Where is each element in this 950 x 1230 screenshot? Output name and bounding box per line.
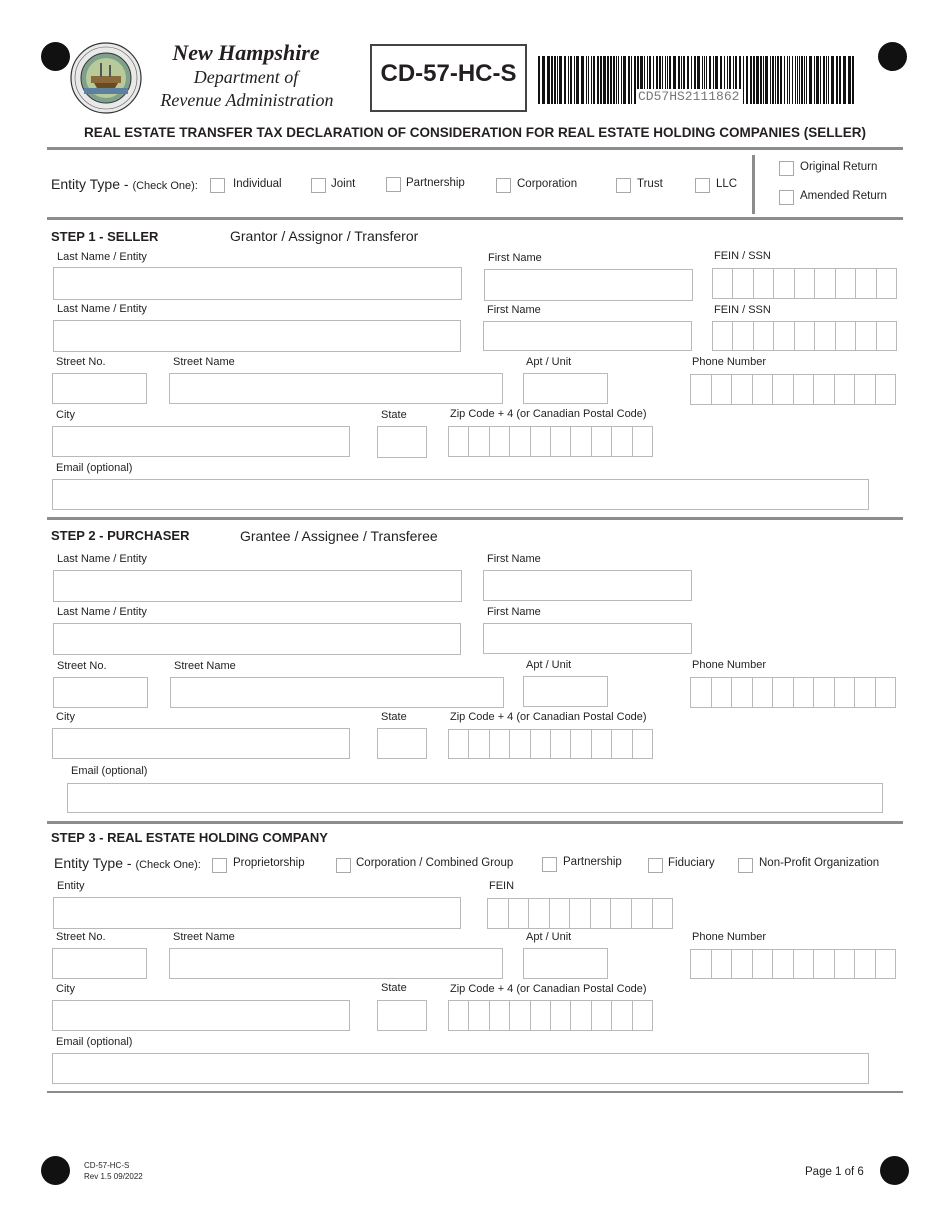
barcode-bar bbox=[823, 56, 825, 104]
step2-street-no-label: Street No. bbox=[57, 660, 107, 672]
registration-mark-top-right bbox=[878, 42, 907, 71]
step3-phone-input[interactable] bbox=[690, 949, 896, 979]
original-return-label: Original Return bbox=[800, 161, 878, 173]
step1-subtitle: Grantor / Assignor / Transferor bbox=[230, 228, 419, 244]
step2-last-name-1-input[interactable] bbox=[53, 570, 462, 602]
step3-corporation-checkbox[interactable] bbox=[336, 858, 351, 873]
step3-proprietorship-checkbox[interactable] bbox=[212, 858, 227, 873]
step1-email-label: Email (optional) bbox=[56, 462, 133, 474]
agency-state-name: New Hampshire bbox=[172, 40, 320, 65]
barcode-bar bbox=[780, 56, 782, 104]
barcode-bar bbox=[591, 56, 592, 104]
step3-street-no-label: Street No. bbox=[56, 931, 106, 943]
step1-last-name-label: Last Name / Entity bbox=[57, 251, 147, 263]
barcode-bar bbox=[607, 56, 609, 104]
barcode-text: CD57HS2111862 bbox=[638, 89, 740, 104]
step2-first-name-1-input[interactable] bbox=[483, 570, 692, 601]
barcode-bar bbox=[828, 56, 829, 104]
step2-email-label: Email (optional) bbox=[71, 765, 148, 777]
step3-partnership-checkbox[interactable] bbox=[542, 857, 557, 872]
barcode-bar bbox=[564, 56, 566, 104]
barcode-bar bbox=[784, 56, 785, 104]
entity-individual-checkbox[interactable] bbox=[210, 178, 225, 193]
barcode-bar bbox=[792, 56, 793, 104]
barcode-bar bbox=[839, 56, 841, 104]
step2-phone-label: Phone Number bbox=[692, 659, 766, 671]
step1-first-name-2-label: First Name bbox=[487, 304, 541, 316]
entity-llc-label: LLC bbox=[716, 178, 738, 190]
barcode-bar bbox=[743, 56, 744, 104]
barcode-bar bbox=[843, 56, 846, 104]
form-title: REAL ESTATE TRANSFER TAX DECLARATION OF CONSIDERATION FOR REAL ESTATE HOLDING COMPANIES (SELLER) bbox=[83, 125, 866, 140]
step2-phone-input[interactable] bbox=[690, 677, 896, 708]
step1-fein-ssn-2-label: FEIN / SSN bbox=[714, 304, 771, 316]
barcode-bar bbox=[542, 56, 545, 104]
step3-nonprofit-label: Non-Profit Organization bbox=[759, 857, 880, 869]
entity-individual-label: Individual bbox=[233, 178, 282, 190]
barcode-bar bbox=[765, 56, 768, 104]
step2-last-name-label: Last Name / Entity bbox=[57, 553, 147, 565]
step2-first-name-label: First Name bbox=[487, 553, 541, 565]
step3-street-name-label: Street Name bbox=[173, 931, 235, 943]
entity-joint-label: Joint bbox=[331, 178, 356, 190]
barcode-bar bbox=[795, 56, 796, 104]
barcode-bar bbox=[763, 56, 764, 104]
step3-city-input[interactable] bbox=[52, 1000, 350, 1031]
page-number: Page 1 of 6 bbox=[805, 1166, 864, 1178]
barcode-bar bbox=[826, 56, 827, 104]
barcode-bar bbox=[551, 56, 553, 104]
step1-phone-label: Phone Number bbox=[692, 356, 766, 368]
step1-apt-input[interactable] bbox=[523, 373, 608, 404]
step2-subtitle: Grantee / Assignee / Transferee bbox=[240, 528, 438, 544]
step1-last-name-2-input[interactable] bbox=[53, 320, 461, 352]
step2-title: STEP 2 - PURCHASER bbox=[51, 528, 190, 543]
step3-state-label: State bbox=[381, 982, 407, 994]
step3-entity-type-label bbox=[54, 855, 201, 871]
entity-trust-label: Trust bbox=[637, 178, 663, 190]
barcode-bar bbox=[787, 56, 788, 104]
barcode-bar bbox=[568, 56, 569, 104]
step1-email-input[interactable] bbox=[52, 479, 869, 510]
barcode-bar bbox=[570, 56, 572, 104]
barcode-bar bbox=[848, 56, 851, 104]
step3-fiduciary-label: Fiduciary bbox=[668, 857, 715, 869]
barcode-bar bbox=[613, 56, 615, 104]
step1-city-label: City bbox=[56, 409, 75, 421]
barcode-bar bbox=[621, 56, 622, 104]
step3-entity-label: Entity bbox=[57, 880, 85, 892]
step3-partnership-label: Partnership bbox=[563, 856, 622, 868]
barcode-bar bbox=[588, 56, 589, 104]
step1-state-input[interactable] bbox=[377, 426, 427, 458]
step2-last-name-2-label: Last Name / Entity bbox=[57, 606, 147, 618]
barcode-bar bbox=[789, 56, 790, 104]
step1-street-no-input[interactable] bbox=[52, 373, 147, 404]
step2-street-no-input[interactable] bbox=[53, 677, 148, 708]
step2-city-label: City bbox=[56, 711, 75, 723]
step3-state-input[interactable] bbox=[377, 1000, 427, 1031]
step1-rule bbox=[47, 217, 903, 220]
step3-email-input[interactable] bbox=[52, 1053, 869, 1084]
barcode-bar bbox=[820, 56, 821, 104]
entity-joint-checkbox[interactable] bbox=[311, 178, 326, 193]
barcode-bar bbox=[557, 56, 558, 104]
step1-last-name-2-label: Last Name / Entity bbox=[57, 303, 147, 315]
step3-rule bbox=[47, 821, 903, 824]
step2-zip-label: Zip Code + 4 (or Canadian Postal Code) bbox=[450, 711, 647, 723]
step3-city-label: City bbox=[56, 983, 75, 995]
form-id: CD-57-HC-S bbox=[380, 60, 517, 87]
footer-form-id: CD-57-HC-S bbox=[84, 1161, 130, 1170]
step3-proprietorship-label: Proprietorship bbox=[233, 857, 305, 869]
entity-type-label bbox=[51, 176, 198, 192]
step3-fein-label: FEIN bbox=[489, 880, 515, 892]
barcode-bar bbox=[816, 56, 819, 104]
step1-apt-label: Apt / Unit bbox=[526, 356, 572, 368]
barcode-bar bbox=[581, 56, 584, 104]
step2-apt-label: Apt / Unit bbox=[526, 659, 572, 671]
barcode-bar bbox=[809, 56, 812, 104]
registration-mark-bottom-left bbox=[41, 1156, 70, 1185]
step2-email-input[interactable] bbox=[67, 783, 883, 813]
barcode-bar bbox=[628, 56, 630, 104]
entity-trust-checkbox[interactable] bbox=[616, 178, 631, 193]
barcode-bar bbox=[806, 56, 807, 104]
barcode-bar bbox=[631, 56, 632, 104]
barcode-bar bbox=[586, 56, 587, 104]
entity-type-text: Entity Type - bbox=[51, 176, 129, 192]
barcode-bar bbox=[770, 56, 771, 104]
title-rule bbox=[47, 147, 903, 150]
step1-zip-label: Zip Code + 4 (or Canadian Postal Code) bbox=[450, 408, 647, 420]
step1-fein-ssn-label: FEIN / SSN bbox=[714, 250, 771, 262]
step3-entity-type-text: Entity Type - bbox=[54, 855, 132, 871]
entity-partnership-checkbox[interactable] bbox=[386, 177, 401, 192]
amended-return-checkbox[interactable] bbox=[779, 190, 794, 205]
step3-fiduciary-checkbox[interactable] bbox=[648, 858, 663, 873]
step1-title: STEP 1 - SELLER bbox=[51, 229, 159, 244]
barcode-bar bbox=[538, 56, 540, 104]
barcode-bar bbox=[750, 56, 752, 104]
step3-zip-label: Zip Code + 4 (or Canadian Postal Code) bbox=[450, 983, 647, 995]
step2-first-name-2-input[interactable] bbox=[483, 623, 692, 654]
barcode-bar bbox=[801, 56, 803, 104]
barcode-bar bbox=[831, 56, 834, 104]
step2-city-input[interactable] bbox=[52, 728, 350, 759]
step1-first-name-1-input[interactable] bbox=[484, 269, 693, 301]
barcode-bar bbox=[554, 56, 556, 104]
step1-zip-input[interactable] bbox=[448, 426, 653, 457]
step3-email-label: Email (optional) bbox=[56, 1036, 133, 1048]
barcode-bar bbox=[772, 56, 774, 104]
step2-last-name-2-input[interactable] bbox=[53, 623, 461, 655]
step1-fein-ssn-2-input[interactable] bbox=[712, 321, 897, 351]
step3-street-no-input[interactable] bbox=[52, 948, 147, 979]
entity-llc-checkbox[interactable] bbox=[695, 178, 710, 193]
registration-mark-bottom-right bbox=[880, 1156, 909, 1185]
barcode-bar bbox=[623, 56, 626, 104]
barcode-bar bbox=[618, 56, 619, 104]
step2-street-name-label: Street Name bbox=[174, 660, 236, 672]
return-type-divider bbox=[752, 155, 755, 214]
step3-street-name-input[interactable] bbox=[169, 948, 503, 979]
step1-phone-input[interactable] bbox=[690, 374, 896, 405]
barcode-bar bbox=[603, 56, 606, 104]
barcode-bar bbox=[760, 56, 762, 104]
step1-fein-ssn-1-input[interactable] bbox=[712, 268, 897, 299]
barcode-bar bbox=[597, 56, 599, 104]
amended-return-label: Amended Return bbox=[800, 190, 887, 202]
step3-nonprofit-checkbox[interactable] bbox=[738, 858, 753, 873]
step1-street-name-input[interactable] bbox=[169, 373, 503, 404]
barcode-bar bbox=[616, 56, 617, 104]
step2-state-input[interactable] bbox=[377, 728, 427, 759]
entity-type-hint: (Check One): bbox=[132, 180, 198, 192]
step3-apt-input[interactable] bbox=[523, 948, 608, 979]
barcode-bar bbox=[852, 56, 854, 104]
entity-corporation-label: Corporation bbox=[517, 178, 578, 190]
barcode-bar bbox=[746, 56, 748, 104]
step2-rule bbox=[47, 517, 903, 520]
step3-entity-type-hint: (Check One): bbox=[135, 859, 201, 871]
step1-first-name-label: First Name bbox=[488, 252, 542, 264]
step3-phone-label: Phone Number bbox=[692, 931, 766, 943]
step2-street-name-input[interactable] bbox=[170, 677, 504, 708]
registration-mark-top-left bbox=[41, 42, 70, 71]
barcode-bar bbox=[799, 56, 800, 104]
barcode-bar bbox=[814, 56, 815, 104]
barcode-bar bbox=[797, 56, 798, 104]
footer-revision: Rev 1.5 09/2022 bbox=[84, 1172, 143, 1181]
step1-first-name-2-input[interactable] bbox=[483, 321, 692, 351]
barcode-bar bbox=[775, 56, 776, 104]
entity-partnership-label: Partnership bbox=[406, 177, 465, 189]
state-seal-icon bbox=[70, 42, 142, 114]
step1-street-name-label: Street Name bbox=[173, 356, 235, 368]
barcode-bar bbox=[574, 56, 575, 104]
barcode-bar bbox=[753, 56, 755, 104]
original-return-checkbox[interactable] bbox=[779, 161, 794, 176]
step3-title: STEP 3 - REAL ESTATE HOLDING COMPANY bbox=[51, 830, 328, 845]
agency-line-2: Department of bbox=[193, 67, 299, 87]
barcode-bar bbox=[756, 56, 759, 104]
step2-zip-input[interactable] bbox=[448, 729, 653, 759]
barcode-bar bbox=[836, 56, 838, 104]
barcode-bar bbox=[777, 56, 779, 104]
step2-state-label: State bbox=[381, 711, 407, 723]
step1-state-label: State bbox=[381, 409, 407, 421]
step3-zip-input[interactable] bbox=[448, 1000, 653, 1031]
agency-line-3: Revenue Administration bbox=[160, 90, 334, 110]
step3-entity-input[interactable] bbox=[53, 897, 461, 929]
barcode-bar bbox=[600, 56, 602, 104]
barcode-bar bbox=[610, 56, 612, 104]
barcode-bar bbox=[547, 56, 550, 104]
step1-last-name-1-input[interactable] bbox=[53, 267, 462, 300]
step1-street-no-label: Street No. bbox=[56, 356, 106, 368]
barcode-bar bbox=[559, 56, 562, 104]
step2-apt-input[interactable] bbox=[523, 676, 608, 707]
barcode-bar bbox=[804, 56, 805, 104]
step1-city-input[interactable] bbox=[52, 426, 350, 457]
step2-first-name-2-label: First Name bbox=[487, 606, 541, 618]
step3-fein-input[interactable] bbox=[487, 898, 673, 929]
barcode-bar bbox=[593, 56, 595, 104]
barcode-bar bbox=[576, 56, 579, 104]
step3-apt-label: Apt / Unit bbox=[526, 931, 572, 943]
step3-corporation-label: Corporation / Combined Group bbox=[356, 857, 514, 869]
entity-corporation-checkbox[interactable] bbox=[496, 178, 511, 193]
bottom-rule bbox=[47, 1091, 903, 1093]
